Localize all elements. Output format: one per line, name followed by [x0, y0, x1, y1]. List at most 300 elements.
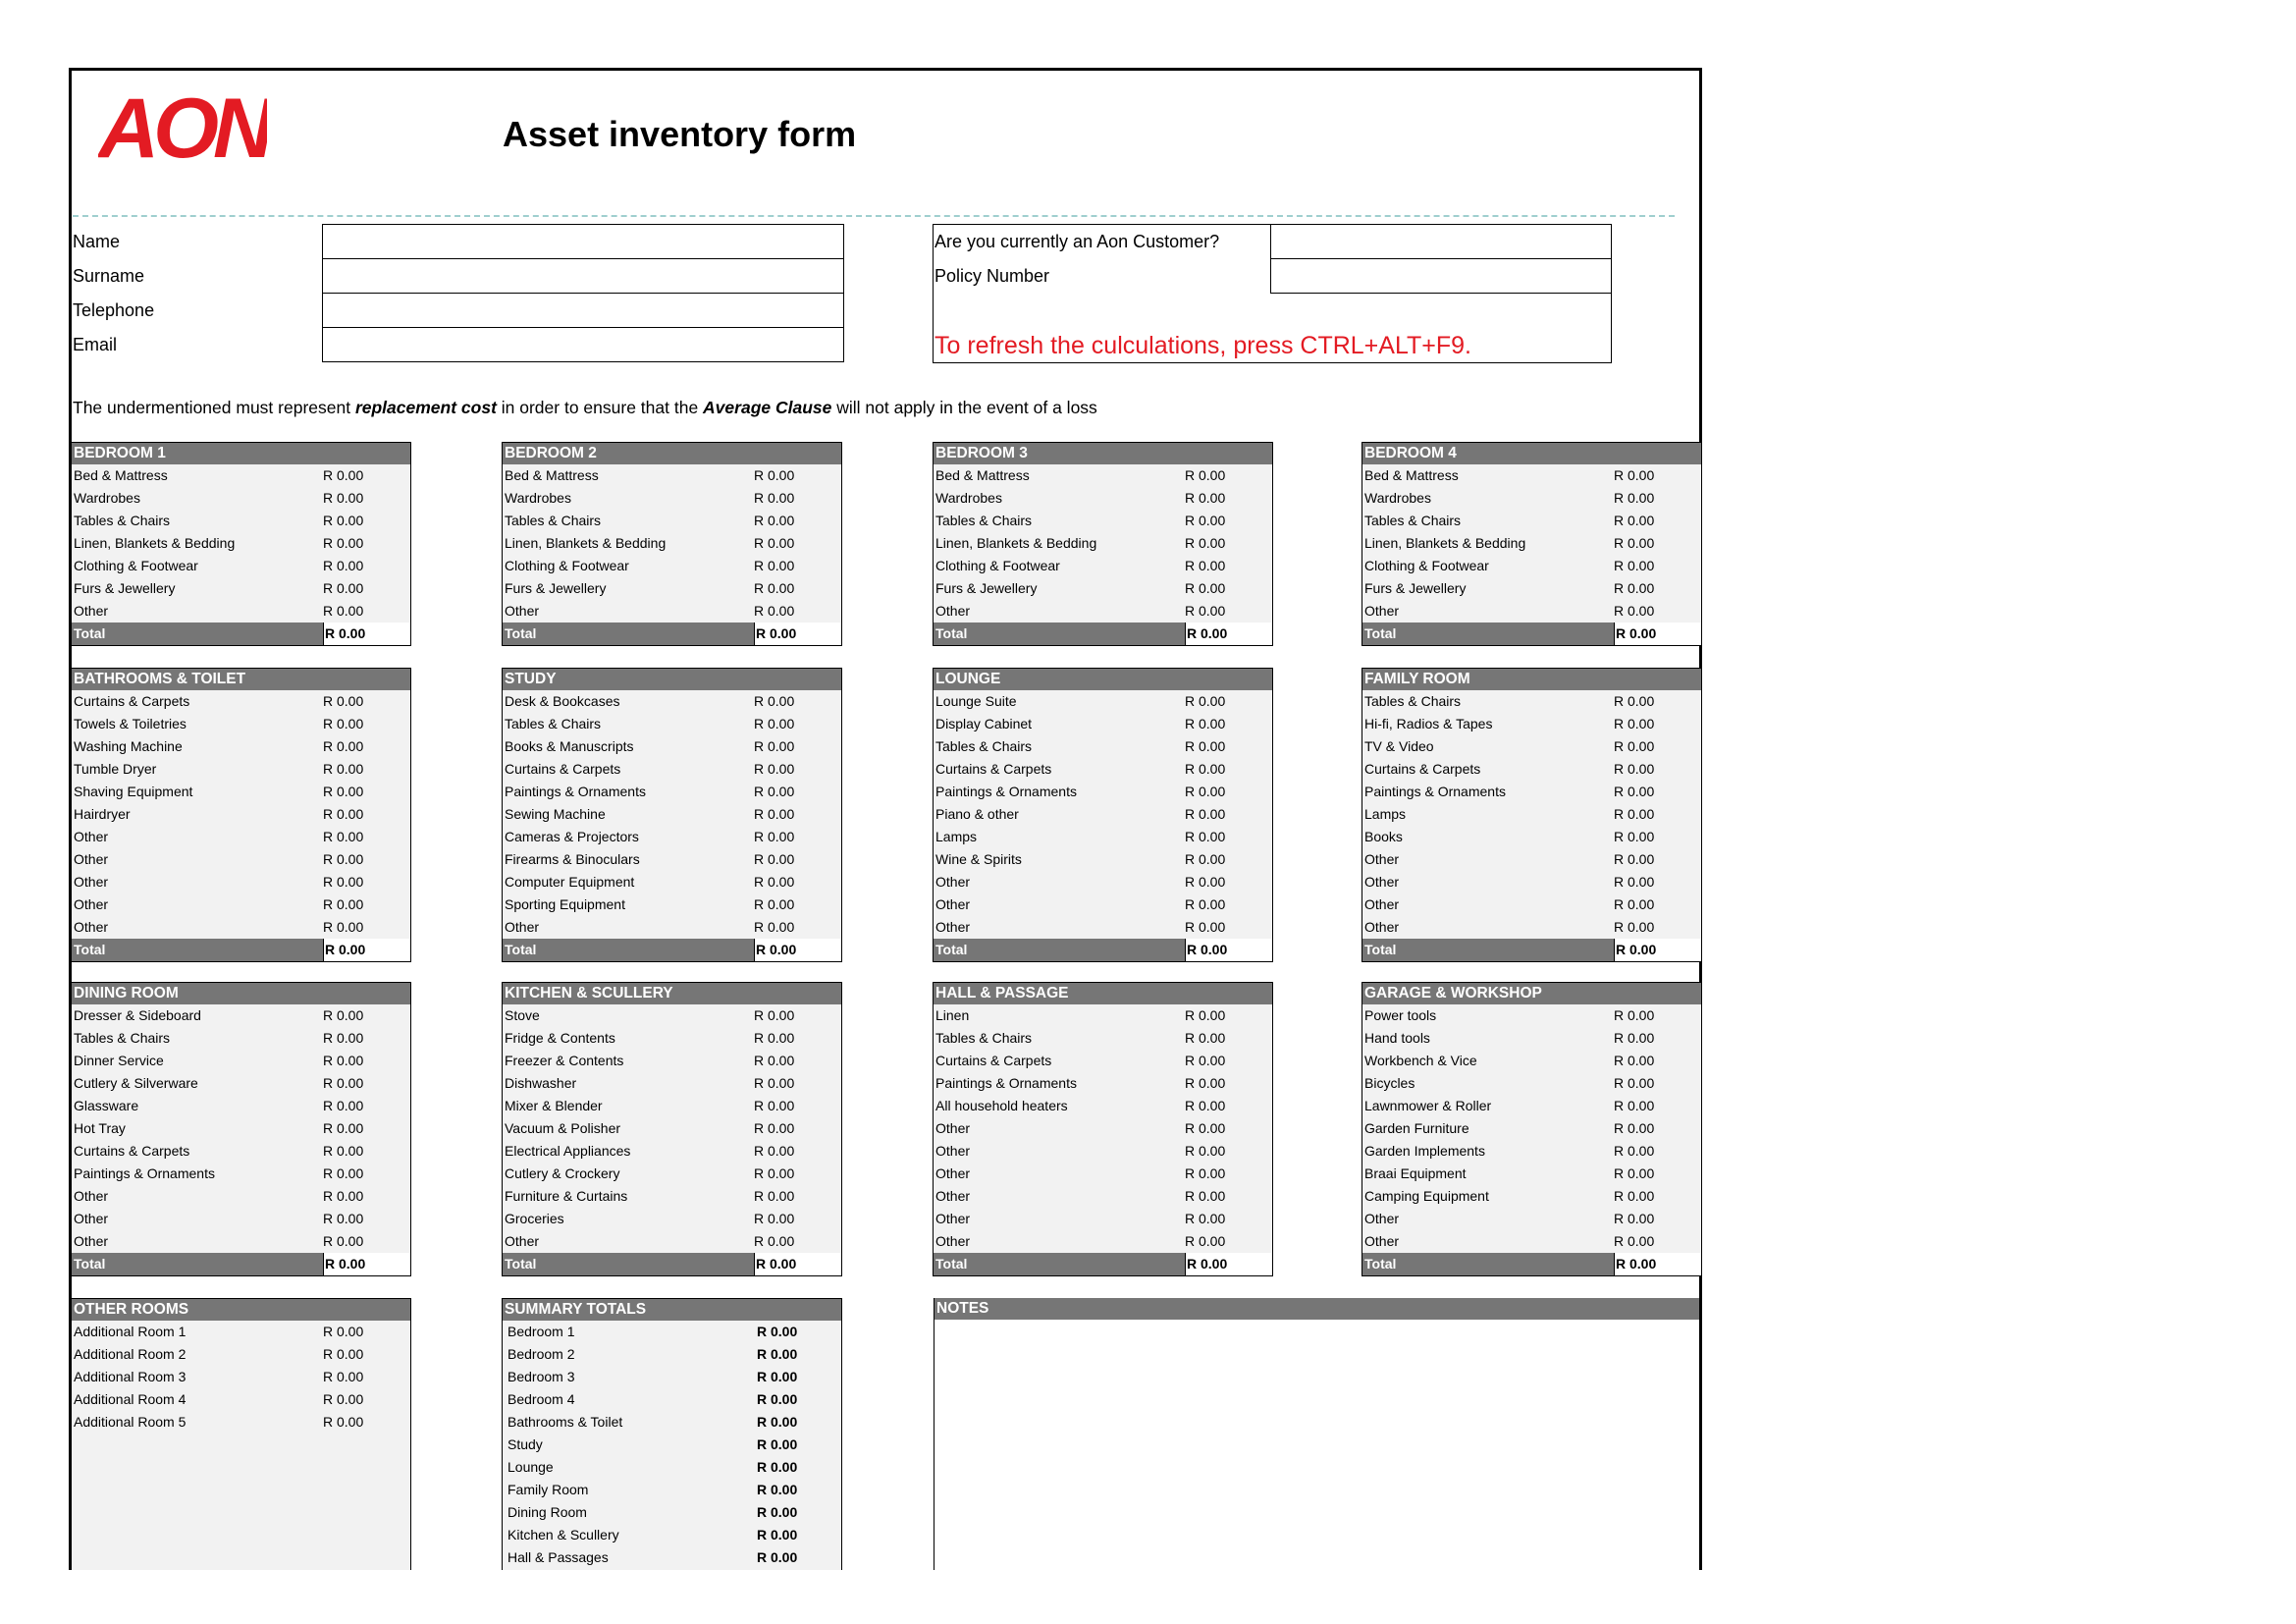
- total-label: Total: [505, 625, 537, 641]
- item-value[interactable]: R 0.00: [1185, 558, 1226, 573]
- item-value[interactable]: R 0.00: [754, 919, 795, 935]
- item-value[interactable]: R 0.00: [754, 874, 795, 890]
- surname-label: Surname: [73, 266, 145, 286]
- item-value[interactable]: R 0.00: [323, 919, 364, 935]
- item-value[interactable]: R 0.00: [323, 580, 364, 596]
- item-value[interactable]: R 0.00: [1185, 784, 1226, 799]
- item-value[interactable]: R 0.00: [1614, 558, 1655, 573]
- item-row: [934, 916, 1272, 939]
- section-header: LOUNGE: [934, 669, 1272, 690]
- item-value[interactable]: R 0.00: [1614, 1098, 1655, 1113]
- item-value[interactable]: R 0.00: [754, 1030, 795, 1046]
- summary-row: [503, 1366, 841, 1388]
- summary-label: Bedroom 2: [507, 1346, 575, 1362]
- item-value[interactable]: R 0.00: [1185, 1098, 1226, 1113]
- item-row: [72, 893, 410, 916]
- telephone-field[interactable]: [322, 293, 844, 328]
- item-row: [72, 871, 410, 893]
- item-label: Other: [74, 1188, 109, 1204]
- item-value[interactable]: R 0.00: [1614, 761, 1655, 777]
- item-label: Wardrobes: [505, 490, 571, 506]
- item-label: Towels & Toiletries: [74, 716, 187, 731]
- item-row: [934, 577, 1272, 600]
- item-label: Clothing & Footwear: [74, 558, 198, 573]
- item-label: Sewing Machine: [505, 806, 606, 822]
- item-value[interactable]: R 0.00: [1614, 693, 1655, 709]
- item-row: [1362, 600, 1701, 623]
- total-label: Total: [935, 942, 968, 957]
- item-row: [503, 690, 841, 713]
- summary-label: Lounge: [507, 1459, 554, 1475]
- section-hall-passage: [933, 982, 1273, 1276]
- item-value[interactable]: R 0.00: [1185, 1053, 1226, 1068]
- item-row: [503, 871, 841, 893]
- item-label: Bed & Mattress: [1364, 467, 1459, 483]
- item-value[interactable]: R 0.00: [323, 761, 364, 777]
- summary-row: [503, 1343, 841, 1366]
- item-label: Other: [505, 919, 540, 935]
- total-value: R 0.00: [754, 939, 841, 961]
- total-value: R 0.00: [323, 1253, 410, 1275]
- item-value[interactable]: R 0.00: [754, 603, 795, 619]
- item-value[interactable]: R 0.00: [754, 896, 795, 912]
- item-label: Glassware: [74, 1098, 139, 1113]
- item-value[interactable]: R 0.00: [1614, 535, 1655, 551]
- item-value[interactable]: R 0.00: [754, 558, 795, 573]
- item-label: Sporting Equipment: [505, 896, 625, 912]
- item-value[interactable]: R 0.00: [1614, 467, 1655, 483]
- item-value[interactable]: R 0.00: [1185, 1165, 1226, 1181]
- item-label: Tables & Chairs: [505, 513, 602, 528]
- item-label: Groceries: [505, 1211, 564, 1226]
- item-value[interactable]: R 0.00: [323, 1098, 364, 1113]
- total-label: Total: [935, 1256, 968, 1272]
- item-row: [72, 803, 410, 826]
- item-value[interactable]: R 0.00: [754, 761, 795, 777]
- item-label: Furs & Jewellery: [1364, 580, 1467, 596]
- item-value[interactable]: R 0.00: [1185, 919, 1226, 935]
- item-value[interactable]: R 0.00: [1614, 784, 1655, 799]
- item-row: [1362, 803, 1701, 826]
- item-label: Other: [74, 1233, 109, 1249]
- item-row: [503, 1185, 841, 1208]
- item-row: [1362, 893, 1701, 916]
- item-label: Tables & Chairs: [935, 1030, 1033, 1046]
- item-value[interactable]: R 0.00: [323, 1391, 364, 1407]
- item-value[interactable]: R 0.00: [323, 1369, 364, 1384]
- item-value[interactable]: R 0.00: [1185, 716, 1226, 731]
- item-label: Dinner Service: [74, 1053, 164, 1068]
- item-row: [72, 1163, 410, 1185]
- item-value[interactable]: R 0.00: [1185, 738, 1226, 754]
- item-label: Stove: [505, 1007, 540, 1023]
- item-row: [934, 1140, 1272, 1163]
- total-row: [72, 939, 410, 961]
- item-value[interactable]: R 0.00: [754, 467, 795, 483]
- item-row: [934, 893, 1272, 916]
- summary-value: R 0.00: [757, 1391, 798, 1407]
- item-value[interactable]: R 0.00: [754, 535, 795, 551]
- item-value[interactable]: R 0.00: [754, 490, 795, 506]
- item-value[interactable]: R 0.00: [1185, 874, 1226, 890]
- name-field[interactable]: [322, 224, 844, 259]
- item-label: Lamps: [935, 829, 978, 844]
- item-label: Wardrobes: [1364, 490, 1431, 506]
- item-row: [1362, 758, 1701, 781]
- item-value[interactable]: R 0.00: [323, 1143, 364, 1159]
- item-value[interactable]: R 0.00: [323, 1007, 364, 1023]
- item-value[interactable]: R 0.00: [323, 1120, 364, 1136]
- item-label: Other: [1364, 603, 1400, 619]
- item-row: [503, 848, 841, 871]
- notes-header: NOTES: [934, 1298, 1699, 1320]
- item-row: [503, 577, 841, 600]
- item-row: [72, 1230, 410, 1253]
- item-value[interactable]: R 0.00: [323, 693, 364, 709]
- item-row: [1362, 916, 1701, 939]
- item-value[interactable]: R 0.00: [323, 490, 364, 506]
- section-header: FAMILY ROOM: [1362, 669, 1701, 690]
- item-value[interactable]: R 0.00: [1614, 919, 1655, 935]
- item-value[interactable]: R 0.00: [1614, 1053, 1655, 1068]
- item-row: [503, 487, 841, 510]
- item-value[interactable]: R 0.00: [1185, 1120, 1226, 1136]
- item-label: Furs & Jewellery: [935, 580, 1038, 596]
- item-row: [1362, 690, 1701, 713]
- item-label: Additional Room 5: [74, 1414, 187, 1430]
- item-value[interactable]: R 0.00: [323, 806, 364, 822]
- item-row: [934, 758, 1272, 781]
- item-value[interactable]: R 0.00: [1185, 851, 1226, 867]
- item-value[interactable]: R 0.00: [1185, 693, 1226, 709]
- item-row: [934, 690, 1272, 713]
- item-row: [934, 848, 1272, 871]
- item-value[interactable]: R 0.00: [754, 738, 795, 754]
- section-header: BEDROOM 3: [934, 443, 1272, 464]
- item-value[interactable]: R 0.00: [323, 851, 364, 867]
- item-value[interactable]: R 0.00: [1614, 1030, 1655, 1046]
- item-value[interactable]: R 0.00: [1614, 1120, 1655, 1136]
- item-label: Curtains & Carpets: [935, 761, 1052, 777]
- item-value[interactable]: R 0.00: [754, 1053, 795, 1068]
- item-row: [72, 826, 410, 848]
- item-value[interactable]: R 0.00: [1185, 1211, 1226, 1226]
- total-row: [934, 1253, 1272, 1275]
- summary-value: R 0.00: [757, 1369, 798, 1384]
- item-value[interactable]: R 0.00: [1185, 603, 1226, 619]
- item-label: Clothing & Footwear: [935, 558, 1060, 573]
- total-value: R 0.00: [1614, 939, 1701, 961]
- item-label: Fridge & Contents: [505, 1030, 615, 1046]
- item-row: [72, 735, 410, 758]
- item-value[interactable]: R 0.00: [323, 1346, 364, 1362]
- item-value[interactable]: R 0.00: [1185, 1075, 1226, 1091]
- item-value[interactable]: R 0.00: [1614, 874, 1655, 890]
- item-value[interactable]: R 0.00: [754, 1143, 795, 1159]
- item-value[interactable]: R 0.00: [1614, 580, 1655, 596]
- item-label: Wardrobes: [935, 490, 1002, 506]
- total-row: [503, 1253, 841, 1275]
- item-value[interactable]: R 0.00: [1185, 513, 1226, 528]
- item-value[interactable]: R 0.00: [754, 716, 795, 731]
- item-label: Other: [1364, 896, 1400, 912]
- item-row: [934, 532, 1272, 555]
- item-label: Cutlery & Crockery: [505, 1165, 620, 1181]
- item-label: Other: [505, 603, 540, 619]
- svg-text:AON: AON: [98, 88, 267, 163]
- item-row: [934, 487, 1272, 510]
- item-value[interactable]: R 0.00: [1614, 716, 1655, 731]
- item-label: Washing Machine: [74, 738, 183, 754]
- item-row: [72, 555, 410, 577]
- item-row: [934, 1004, 1272, 1027]
- item-row: [1362, 1050, 1701, 1072]
- item-value[interactable]: R 0.00: [323, 716, 364, 731]
- item-label: Mixer & Blender: [505, 1098, 603, 1113]
- item-row: [503, 803, 841, 826]
- item-value[interactable]: R 0.00: [754, 1075, 795, 1091]
- section-bedroom-3: [933, 442, 1273, 646]
- item-value[interactable]: R 0.00: [323, 1324, 364, 1339]
- summary-row: [503, 1479, 841, 1501]
- item-value[interactable]: R 0.00: [754, 1211, 795, 1226]
- item-value[interactable]: R 0.00: [323, 1188, 364, 1204]
- item-value[interactable]: R 0.00: [754, 513, 795, 528]
- item-value[interactable]: R 0.00: [1185, 1233, 1226, 1249]
- item-label: Furs & Jewellery: [74, 580, 176, 596]
- item-row: [72, 848, 410, 871]
- summary-row: [503, 1524, 841, 1546]
- item-label: Other: [935, 1188, 971, 1204]
- item-row: [1362, 464, 1701, 487]
- item-value[interactable]: R 0.00: [323, 1075, 364, 1091]
- total-label: Total: [74, 625, 106, 641]
- item-value[interactable]: R 0.00: [1614, 490, 1655, 506]
- item-row: [72, 1411, 410, 1434]
- item-label: Dresser & Sideboard: [74, 1007, 201, 1023]
- item-label: Camping Equipment: [1364, 1188, 1489, 1204]
- total-row: [934, 939, 1272, 961]
- refresh-note: To refresh the culculations, press CTRL+ALT+F9.: [934, 332, 1471, 359]
- item-value[interactable]: R 0.00: [1185, 1030, 1226, 1046]
- item-label: Cutlery & Silverware: [74, 1075, 198, 1091]
- item-row: [934, 1185, 1272, 1208]
- item-value[interactable]: R 0.00: [323, 896, 364, 912]
- summary-value: R 0.00: [757, 1482, 798, 1497]
- item-row: [72, 713, 410, 735]
- item-label: Other: [74, 851, 109, 867]
- item-value[interactable]: R 0.00: [1185, 467, 1226, 483]
- item-value[interactable]: R 0.00: [754, 1188, 795, 1204]
- summary-label: Bedroom 1: [507, 1324, 575, 1339]
- section-other-rooms: [71, 1298, 411, 1570]
- item-value[interactable]: R 0.00: [323, 1233, 364, 1249]
- item-value[interactable]: R 0.00: [1185, 1007, 1226, 1023]
- item-value[interactable]: R 0.00: [323, 1211, 364, 1226]
- item-value[interactable]: R 0.00: [1614, 1165, 1655, 1181]
- item-row: [934, 871, 1272, 893]
- item-value[interactable]: R 0.00: [323, 1053, 364, 1068]
- item-row: [1362, 1027, 1701, 1050]
- item-value[interactable]: R 0.00: [1185, 490, 1226, 506]
- item-value[interactable]: R 0.00: [323, 738, 364, 754]
- item-value[interactable]: R 0.00: [323, 784, 364, 799]
- item-value[interactable]: R 0.00: [754, 851, 795, 867]
- item-value[interactable]: R 0.00: [754, 580, 795, 596]
- item-label: Bed & Mattress: [505, 467, 599, 483]
- item-label: Braai Equipment: [1364, 1165, 1467, 1181]
- item-row: [72, 464, 410, 487]
- item-value[interactable]: R 0.00: [1185, 1143, 1226, 1159]
- item-row: [503, 893, 841, 916]
- item-label: Computer Equipment: [505, 874, 635, 890]
- section-bedroom-4: [1362, 442, 1702, 646]
- item-label: Desk & Bookcases: [505, 693, 620, 709]
- item-value[interactable]: R 0.00: [323, 467, 364, 483]
- summary-label: Bathrooms & Toilet: [507, 1414, 623, 1430]
- item-value[interactable]: R 0.00: [1614, 1233, 1655, 1249]
- item-label: Linen, Blankets & Bedding: [74, 535, 236, 551]
- item-value[interactable]: R 0.00: [754, 1098, 795, 1113]
- item-label: Vacuum & Polisher: [505, 1120, 621, 1136]
- item-value[interactable]: R 0.00: [1614, 603, 1655, 619]
- item-label: Other: [74, 919, 109, 935]
- item-row: [72, 487, 410, 510]
- item-row: [1362, 555, 1701, 577]
- item-value[interactable]: R 0.00: [323, 829, 364, 844]
- item-value[interactable]: R 0.00: [1614, 513, 1655, 528]
- item-row: [503, 826, 841, 848]
- item-label: Shaving Equipment: [74, 784, 193, 799]
- item-label: Other: [1364, 851, 1400, 867]
- header-divider: [73, 215, 1675, 217]
- item-row: [503, 758, 841, 781]
- section-garage-workshop: [1362, 982, 1702, 1276]
- total-value: R 0.00: [1614, 623, 1701, 645]
- item-row: [503, 1095, 841, 1117]
- item-value[interactable]: R 0.00: [754, 1165, 795, 1181]
- email-label: Email: [73, 335, 118, 354]
- total-value: R 0.00: [1185, 623, 1272, 645]
- item-row: [503, 1072, 841, 1095]
- total-value: R 0.00: [1185, 939, 1272, 961]
- summary-value: R 0.00: [757, 1527, 798, 1543]
- item-value[interactable]: R 0.00: [1614, 1211, 1655, 1226]
- item-row: [503, 600, 841, 623]
- item-value[interactable]: R 0.00: [754, 1233, 795, 1249]
- item-row: [503, 916, 841, 939]
- summary-row: [503, 1546, 841, 1569]
- item-label: Additional Room 1: [74, 1324, 187, 1339]
- item-label: Other: [935, 896, 971, 912]
- item-row: [1362, 1095, 1701, 1117]
- item-row: [503, 464, 841, 487]
- item-value[interactable]: R 0.00: [1185, 1188, 1226, 1204]
- item-value[interactable]: R 0.00: [754, 1007, 795, 1023]
- item-value[interactable]: R 0.00: [323, 1030, 364, 1046]
- item-row: [72, 1366, 410, 1388]
- item-label: Additional Room 2: [74, 1346, 187, 1362]
- item-value[interactable]: R 0.00: [323, 1414, 364, 1430]
- item-value[interactable]: R 0.00: [1614, 806, 1655, 822]
- item-label: Wine & Spirits: [935, 851, 1022, 867]
- item-value[interactable]: R 0.00: [1614, 896, 1655, 912]
- item-row: [72, 1388, 410, 1411]
- total-row: [503, 939, 841, 961]
- item-row: [934, 1095, 1272, 1117]
- section-kitchen-scullery: [502, 982, 842, 1276]
- total-row: [1362, 939, 1701, 961]
- surname-field[interactable]: [322, 258, 844, 294]
- item-row: [503, 1230, 841, 1253]
- item-value[interactable]: R 0.00: [323, 513, 364, 528]
- item-row: [72, 1343, 410, 1366]
- item-value[interactable]: R 0.00: [1185, 829, 1226, 844]
- total-row: [503, 623, 841, 645]
- section-dining-room: [71, 982, 411, 1276]
- item-row: [1362, 1230, 1701, 1253]
- item-value[interactable]: R 0.00: [754, 784, 795, 799]
- section-header: KITCHEN & SCULLERY: [503, 983, 841, 1004]
- item-label: Tables & Chairs: [74, 1030, 171, 1046]
- item-value[interactable]: R 0.00: [1185, 806, 1226, 822]
- item-value[interactable]: R 0.00: [1185, 535, 1226, 551]
- item-value[interactable]: R 0.00: [323, 535, 364, 551]
- total-row: [72, 623, 410, 645]
- total-label: Total: [74, 942, 106, 957]
- item-label: Additional Room 3: [74, 1369, 187, 1384]
- item-label: Freezer & Contents: [505, 1053, 624, 1068]
- summary-value: R 0.00: [757, 1436, 798, 1452]
- section-header: BEDROOM 1: [72, 443, 410, 464]
- item-value[interactable]: R 0.00: [754, 693, 795, 709]
- notes-section[interactable]: [934, 1298, 1702, 1570]
- item-value[interactable]: R 0.00: [1185, 761, 1226, 777]
- item-value[interactable]: R 0.00: [1614, 1007, 1655, 1023]
- item-value[interactable]: R 0.00: [1614, 1143, 1655, 1159]
- item-value[interactable]: R 0.00: [1185, 896, 1226, 912]
- summary-label: Hall & Passages: [507, 1549, 609, 1565]
- item-value[interactable]: R 0.00: [1614, 829, 1655, 844]
- item-value[interactable]: R 0.00: [323, 1165, 364, 1181]
- total-value: R 0.00: [1614, 1253, 1701, 1275]
- item-value[interactable]: R 0.00: [1185, 580, 1226, 596]
- item-value[interactable]: R 0.00: [1614, 738, 1655, 754]
- total-value: R 0.00: [754, 623, 841, 645]
- item-row: [1362, 1004, 1701, 1027]
- item-label: Paintings & Ornaments: [74, 1165, 215, 1181]
- item-value[interactable]: R 0.00: [754, 1120, 795, 1136]
- total-value: R 0.00: [1185, 1253, 1272, 1275]
- item-value[interactable]: R 0.00: [754, 806, 795, 822]
- item-label: Lamps: [1364, 806, 1407, 822]
- item-value[interactable]: R 0.00: [754, 829, 795, 844]
- item-value[interactable]: R 0.00: [1614, 1188, 1655, 1204]
- item-value[interactable]: R 0.00: [323, 874, 364, 890]
- item-value[interactable]: R 0.00: [1614, 851, 1655, 867]
- summary-label: Study: [507, 1436, 543, 1452]
- item-row: [503, 1050, 841, 1072]
- item-label: Garden Furniture: [1364, 1120, 1469, 1136]
- item-label: Curtains & Carpets: [505, 761, 621, 777]
- item-value[interactable]: R 0.00: [323, 558, 364, 573]
- item-row: [72, 532, 410, 555]
- item-value[interactable]: R 0.00: [1614, 1075, 1655, 1091]
- item-row: [1362, 532, 1701, 555]
- email-field[interactable]: [322, 327, 844, 362]
- item-value[interactable]: R 0.00: [323, 603, 364, 619]
- summary-row: [503, 1388, 841, 1411]
